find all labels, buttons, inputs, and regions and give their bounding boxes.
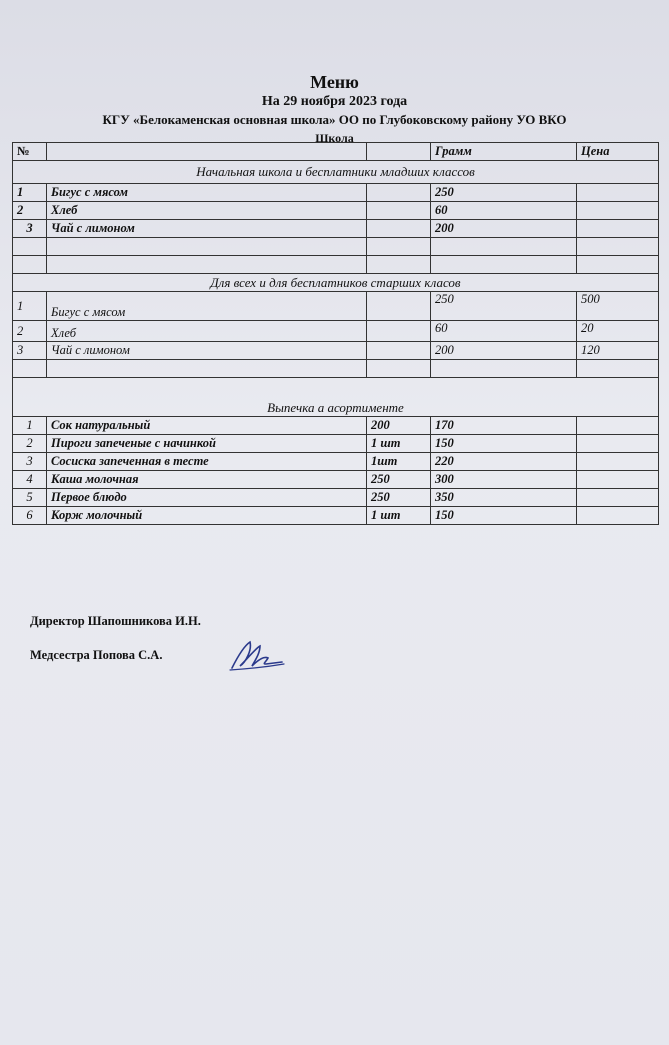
row-name: Чай с лимоном [47, 342, 367, 360]
section-title: Для всех и для бесплатников старших класов [13, 274, 659, 292]
row-c5 [577, 507, 659, 525]
row-name: Сок натуральный [47, 417, 367, 435]
section-title: Выпечка а асортименте [13, 378, 659, 417]
header-gram: Грамм [431, 143, 577, 161]
table-row [13, 435, 659, 453]
row-name: Хлеб [47, 202, 367, 220]
row-c3: 1 шт [367, 507, 431, 525]
row-c3: 200 [367, 417, 431, 435]
table-row [13, 489, 659, 507]
row-name: Бигус с мясом [47, 184, 367, 202]
row-name: Чай с лимоном [47, 220, 367, 238]
row-c4: 220 [431, 453, 577, 471]
row-c4: 200 [431, 342, 577, 360]
row-name: Хлеб [47, 321, 367, 342]
table-row [13, 321, 659, 342]
row-c5 [577, 184, 659, 202]
table-row [13, 507, 659, 525]
header-price: Цена [577, 143, 659, 161]
row-name: Корж молочный [47, 507, 367, 525]
row-num: 3 [13, 220, 47, 238]
row-num: 2 [13, 202, 47, 220]
row-c3 [367, 184, 431, 202]
table-row [13, 202, 659, 220]
row-name: Бигус с мясом [47, 292, 367, 321]
row-c5: 20 [577, 321, 659, 342]
director-signature-line: Директор Шапошникова И.Н. [30, 614, 201, 628]
row-num: 1 [13, 417, 47, 435]
menu-table [12, 142, 659, 525]
row-c3 [367, 220, 431, 238]
row-c3 [367, 202, 431, 220]
row-num: 3 [13, 453, 47, 471]
row-c4: 300 [431, 471, 577, 489]
row-c3: 1шт [367, 453, 431, 471]
row-c5 [577, 453, 659, 471]
row-c3 [367, 342, 431, 360]
row-num: 1 [13, 184, 47, 202]
row-c3: 250 [367, 489, 431, 507]
row-c5 [577, 202, 659, 220]
row-c4: 350 [431, 489, 577, 507]
row-num: 5 [13, 489, 47, 507]
section-title: Начальная школа и бесплатники младших классов [13, 161, 659, 184]
school-label: Школа [315, 131, 354, 145]
header-blank [367, 143, 431, 161]
row-c5 [577, 417, 659, 435]
row-c4: 150 [431, 435, 577, 453]
header-name [47, 143, 367, 161]
row-c4: 60 [431, 202, 577, 220]
row-c5 [577, 435, 659, 453]
table-row [13, 417, 659, 435]
row-num: 1 [13, 292, 47, 321]
row-c5 [577, 489, 659, 507]
row-c4: 150 [431, 507, 577, 525]
row-name: Пироги запеченые с начинкой [47, 435, 367, 453]
row-num: 3 [13, 342, 47, 360]
row-c5 [577, 220, 659, 238]
header-num: № [13, 143, 47, 161]
row-num: 2 [13, 321, 47, 342]
row-c3: 250 [367, 471, 431, 489]
table-row [13, 453, 659, 471]
row-c5: 120 [577, 342, 659, 360]
row-num: 2 [13, 435, 47, 453]
table-row [13, 220, 659, 238]
table-row [13, 471, 659, 489]
row-c4: 170 [431, 417, 577, 435]
row-name: Каша молочная [47, 471, 367, 489]
row-c3 [367, 292, 431, 321]
document-title: Меню [310, 72, 359, 92]
empty-row [13, 238, 659, 256]
row-name: Первое блюдо [47, 489, 367, 507]
row-c3 [367, 321, 431, 342]
table-header-row [13, 143, 659, 161]
row-c4: 200 [431, 220, 577, 238]
row-c3: 1 шт [367, 435, 431, 453]
table-row [13, 292, 659, 321]
table-row [13, 342, 659, 360]
handwritten-signature [226, 636, 286, 676]
row-name: Сосиска запеченная в тесте [47, 453, 367, 471]
section-row [13, 161, 659, 184]
table-row [13, 184, 659, 202]
row-num: 4 [13, 471, 47, 489]
row-c4: 60 [431, 321, 577, 342]
row-c4: 250 [431, 292, 577, 321]
section-row [13, 274, 659, 292]
empty-row [13, 360, 659, 378]
row-c4: 250 [431, 184, 577, 202]
document-date: На 29 ноября 2023 года [261, 94, 408, 109]
row-c5: 500 [577, 292, 659, 321]
nurse-signature-line: Медсестра Попова С.А. [30, 648, 163, 662]
organization-name: КГУ «Белокаменская основная школа» ОО по Глубоковскому району УО ВКО [102, 112, 567, 127]
empty-row [13, 256, 659, 274]
row-c5 [577, 471, 659, 489]
section-row [13, 378, 659, 417]
row-num: 6 [13, 507, 47, 525]
